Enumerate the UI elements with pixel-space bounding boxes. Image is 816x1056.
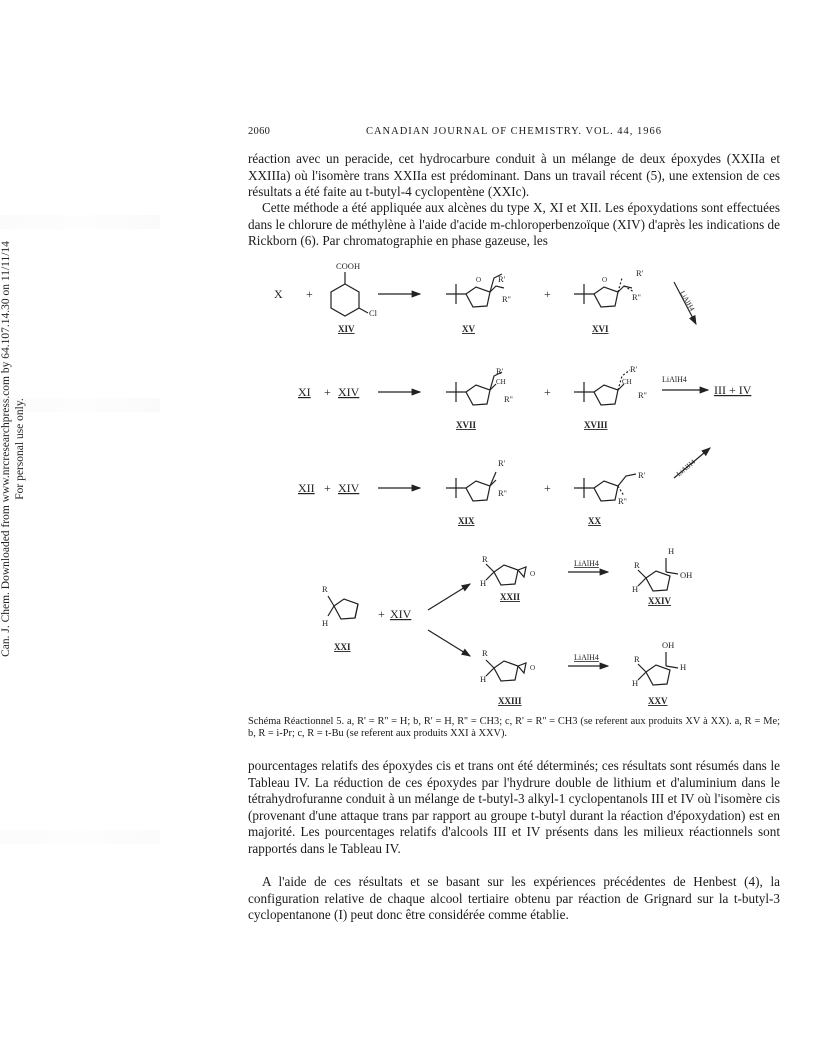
r-double-prime: R'' [638, 390, 647, 400]
download-notice-line2: For personal use only. [14, 398, 26, 500]
h-atom: H [680, 662, 687, 672]
r-group: R [482, 554, 488, 564]
r-group: R [634, 560, 640, 570]
label-xv: XV [462, 324, 475, 334]
label-xvi: XVI [592, 324, 609, 334]
h-atom: H [480, 578, 487, 588]
plus-sign: + [324, 385, 331, 399]
reactant-xi: XI [298, 385, 311, 399]
lialh4-label: LiAlH4 [574, 653, 599, 662]
oh-group: OH [662, 640, 675, 650]
label-xvii: XVII [456, 420, 477, 430]
page-number: 2060 [248, 126, 271, 137]
journal-title: CANADIAN JOURNAL OF CHEMISTRY. VOL. 44, 1966 [365, 126, 663, 137]
oh-group: OH [680, 570, 693, 580]
lialh4-label: LiAlH4 [675, 457, 697, 479]
paragraph-2: Cette méthode a été appliquée aux alcènes du type X, XI et XII. Les époxydations sont effectuées dans le chlorure de méthylène à l'aide d'acide m-chloroperbenzoïque (XIV) d'après les indications de Rickborn (6). Par chromatographie en phase gazeuse, les [248, 200, 780, 249]
download-notice [0, 209, 29, 689]
r-prime: R' [636, 268, 644, 278]
benzene-ring [331, 284, 359, 316]
label-xiv: XIV [338, 324, 355, 334]
h-atom: H [322, 618, 329, 628]
cooh-group: COOH [336, 261, 361, 271]
plus-sign: + [544, 481, 551, 495]
r-double-prime: R'' [502, 294, 511, 304]
r-prime: R' [496, 366, 504, 376]
epoxide-o: O [476, 276, 482, 284]
r-prime: R' [498, 458, 506, 468]
r-group: R [634, 654, 640, 664]
r-prime: R' [638, 470, 646, 480]
r-double-prime: R'' [498, 488, 507, 498]
reagent-xiv: XIV [338, 385, 360, 399]
r-double-prime: R'' [632, 292, 641, 302]
label-xxii: XXII [500, 592, 521, 602]
r-prime: R' [630, 364, 638, 374]
ch-group: CH [622, 378, 632, 386]
reaction-scheme [248, 252, 780, 712]
epoxide-o: O [602, 276, 608, 284]
reagent-xiv: XIV [338, 481, 360, 495]
h-atom: H [632, 584, 639, 594]
download-notice-line1: Can. J. Chem. Downloaded from www.nrcresearchpress.com by 64.107.14.30 on 11/11/14 [0, 241, 12, 657]
plus-sign: + [306, 287, 313, 301]
r-prime: R' [498, 274, 506, 284]
h-atom: H [632, 678, 639, 688]
r-double-prime: R'' [504, 394, 513, 404]
scheme-caption: Schéma Réactionnel 5. a, R' = R'' = H; b, R' = H, R'' = CH3; c, R' = R'' = CH3 (se referent aux produits XV à XX). a, R = Me; b, R = i-Pr; c, R = t-Bu (se referent aux produits XXI à XXV). [248, 716, 780, 739]
label-xxi: XXI [334, 642, 351, 652]
plus-sign: + [544, 385, 551, 399]
ch-group: CH [496, 378, 506, 386]
label-xviii: XVIII [584, 420, 608, 430]
label-xxiv: XXIV [648, 596, 672, 606]
h-atom: H [480, 674, 487, 684]
lialh4-label: LiAlH4 [662, 375, 687, 384]
label-xx: XX [588, 516, 601, 526]
cl-substituent: Cl [369, 308, 378, 318]
epoxide-o: O [530, 570, 536, 578]
plus-sign: + [378, 607, 385, 621]
r-group: R [482, 648, 488, 658]
label-xix: XIX [458, 516, 475, 526]
lialh4-label: LiAlH4 [574, 559, 599, 568]
reagent-xiv: XIV [390, 607, 412, 621]
plus-sign: + [544, 287, 551, 301]
h-atom: H [668, 546, 675, 556]
scan-ghost [0, 830, 160, 844]
r-double-prime: R'' [618, 496, 627, 506]
label-xxiii: XXIII [498, 696, 522, 706]
r-group: R [322, 584, 328, 594]
paragraph-4: A l'aide de ces résultats et se basant sur les expériences précédentes de Henbest (4), la configuration relative de chaque alcool tertiaire obtenu par réaction de Grignard sur la t-butyl-3 cyclopentanone (I) peut donc être considérée comme établie. [248, 874, 780, 923]
paragraph-3: pourcentages relatifs des époxydes cis et trans ont été déterminés; ces résultats sont résumés dans le Tableau IV. La réduction de ces époxydes par l'hydrure double de lithium et d'aluminium dans le tétrahydrofuranne conduit à un mélange de t-butyl-3 alkyl-1 cyclopentanols III et IV où l'isomère cis (provenant d'une attaque trans par rapport au groupe t-butyl durant la réaction d'époxydation) est en majorité. Les pourcentages relatifs d'alcools III et IV présents dans les milieux réactionnels sont rapportés dans le Tableau IV. [248, 758, 780, 856]
label-xxv: XXV [648, 696, 668, 706]
epoxide-o: O [530, 664, 536, 672]
products-iii-iv: III + IV [714, 383, 752, 397]
reactant-xii: XII [298, 481, 315, 495]
reactant-x: X [274, 287, 283, 301]
lialh4-label: LiAlH4 [678, 289, 697, 313]
plus-sign: + [324, 481, 331, 495]
paragraph-1: réaction avec un peracide, cet hydrocarbure conduit à un mélange de deux époxydes (XXIIa et XXIIIa) où l'isomère trans XXIIa est prédominant. Dans un travail récent (5), une extension de ces résultats a été faite au t-butyl-4 cyclopentène (XXIc). [248, 151, 780, 200]
